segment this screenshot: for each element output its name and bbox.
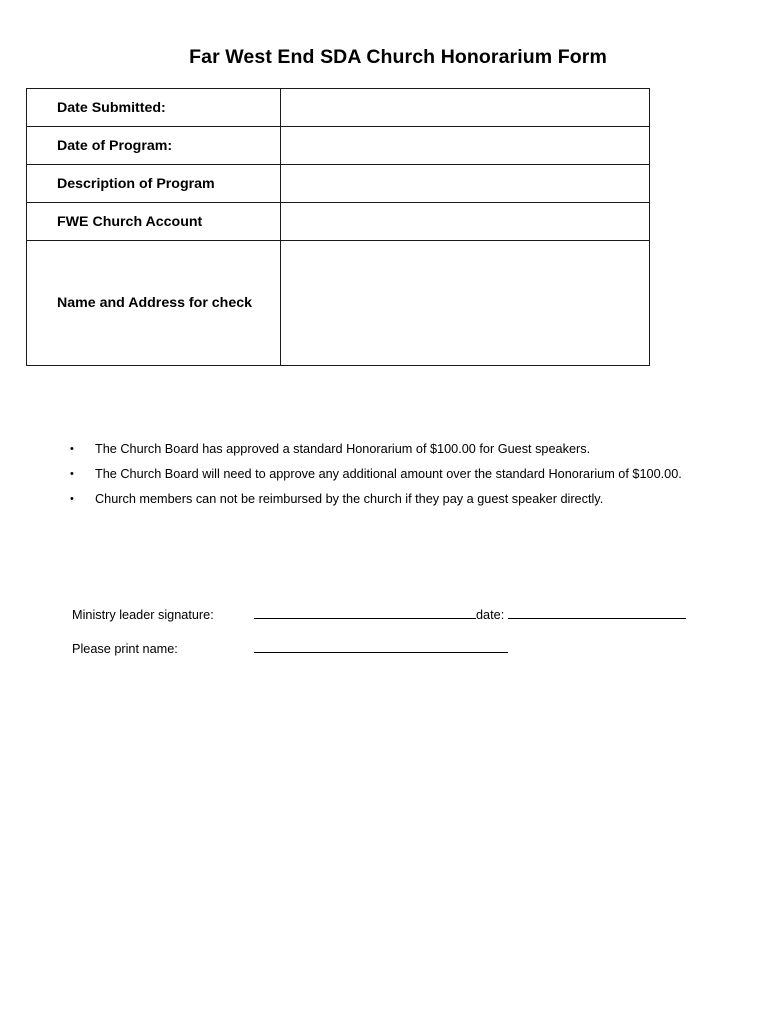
- date-submitted-label: Date Submitted:: [27, 89, 281, 127]
- description-field[interactable]: [281, 165, 650, 203]
- date-label: date:: [476, 608, 505, 622]
- list-item: [68, 466, 708, 483]
- church-account-field[interactable]: [281, 203, 650, 241]
- form-table: [26, 88, 650, 366]
- note-text: Church members can not be reimbursed by the church if they pay a guest speaker directly.: [95, 492, 604, 506]
- form-row-date-of-program: [27, 127, 650, 165]
- name-address-field[interactable]: [281, 241, 650, 366]
- notes-list: [68, 441, 708, 516]
- form-row-description: [27, 165, 650, 203]
- note-text: The Church Board has approved a standard Honorarium of $100.00 for Guest speakers.: [95, 442, 591, 456]
- form-row-date-submitted: [27, 89, 650, 127]
- list-item: [68, 441, 708, 458]
- form-row-church-account: [27, 203, 650, 241]
- name-address-label: Name and Address for check: [27, 241, 281, 366]
- date-line[interactable]: [508, 606, 686, 619]
- bullet-icon: •: [70, 493, 74, 505]
- form-row-name-address: [27, 241, 650, 366]
- signature-label: Ministry leader signature:: [72, 608, 214, 622]
- signature-row: [72, 606, 686, 622]
- form-title: Far West End SDA Church Honorarium Form: [189, 46, 607, 68]
- note-text: The Church Board will need to approve any additional amount over the standard Honorarium of $100.00.: [95, 467, 682, 481]
- print-name-label: Please print name:: [72, 642, 178, 656]
- signature-line[interactable]: [254, 606, 476, 619]
- print-name-line[interactable]: [254, 640, 508, 653]
- date-of-program-field[interactable]: [281, 127, 650, 165]
- description-label: Description of Program: [27, 165, 281, 203]
- date-of-program-label: Date of Program:: [27, 127, 281, 165]
- list-item: [68, 491, 708, 508]
- print-name-row: [72, 640, 508, 656]
- bullet-icon: •: [70, 443, 74, 455]
- church-account-label: FWE Church Account: [27, 203, 281, 241]
- bullet-icon: •: [70, 468, 74, 480]
- date-submitted-field[interactable]: [281, 89, 650, 127]
